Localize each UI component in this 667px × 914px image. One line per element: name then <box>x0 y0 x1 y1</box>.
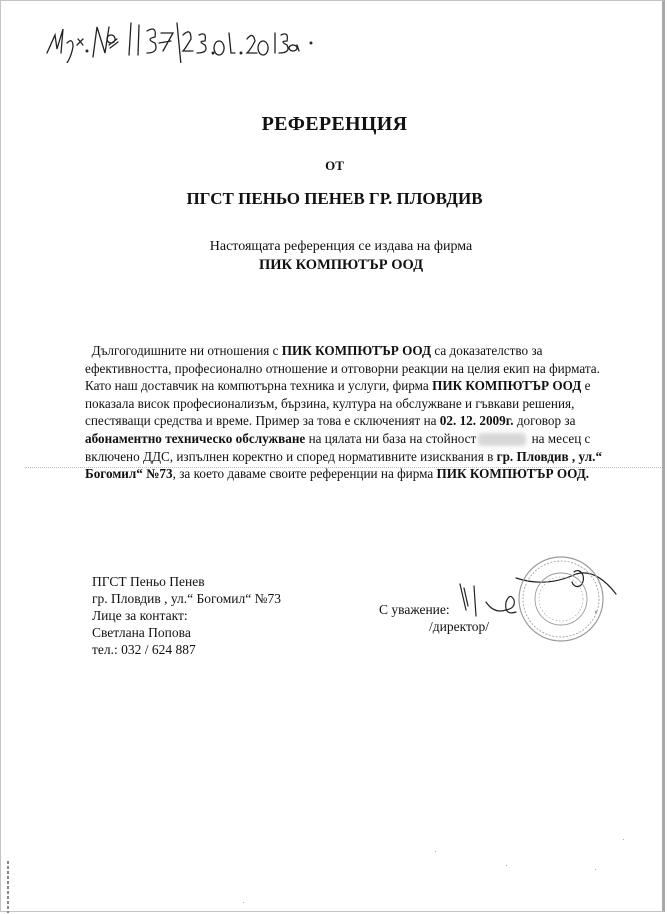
scan-speck <box>243 902 244 903</box>
company-name: ПИК КОМПЮТЪР ООД <box>432 378 582 394</box>
contact-label: Лице за контакт: <box>92 608 188 623</box>
document-title: РЕФЕРЕНЦИЯ <box>261 113 408 135</box>
scan-speck <box>435 851 436 852</box>
contact-org: ПГСТ Пеньо Пенев <box>92 574 205 589</box>
scan-edge-marks <box>7 861 9 913</box>
contact-address: гр. Пловдив , ул.“ Богомил“ №73 <box>92 591 281 606</box>
body-line-7 <box>85 448 625 466</box>
address-street: Богомил“ №73 <box>85 466 173 482</box>
body-line-3 <box>85 377 625 395</box>
body-line-1 <box>85 342 625 360</box>
scan-speck <box>506 865 507 866</box>
service-type: абонаментно техническо обслужване <box>85 430 306 446</box>
closing-regards: С уважение: <box>379 602 450 617</box>
body-line-2: ефективността, професионално отношение и отговорни реакции на целия екип на фирмата. <box>85 360 600 376</box>
text: на цялата ни база на стойност <box>305 430 477 446</box>
body-line-5 <box>85 412 625 430</box>
signatory-role: /директор/ <box>429 619 489 634</box>
reference-body <box>85 342 625 483</box>
text: Като наш доставчик на компютърна техника и услуги, фирма <box>85 378 433 394</box>
text: , за което даваме своите референции на фирма <box>172 466 437 482</box>
issuer-name: ПГСТ ПЕНЬО ПЕНЕВ ГР. ПЛОВДИВ <box>186 189 483 208</box>
scan-speck <box>595 869 596 870</box>
intro-line: Настоящата референция се издава на фирма <box>209 239 473 254</box>
contract-date: 02. 12. 2009г. <box>439 413 514 429</box>
scan-speck <box>623 839 624 840</box>
from-label: ОТ <box>325 158 344 173</box>
text: на месец с <box>528 430 591 446</box>
redacted-amount <box>478 433 526 446</box>
body-line-6 <box>85 430 625 448</box>
scan-artifact-line <box>25 467 661 468</box>
official-stamp-icon <box>516 554 606 644</box>
handwritten-registry-number <box>43 13 343 63</box>
address-city: гр. Пловдив , ул.“ <box>496 448 603 464</box>
text: включено ДДС, изпълнен коректно и според нормативните изисквания в <box>85 448 497 464</box>
text: договор за <box>513 413 576 429</box>
body-line-4: показала висок професионализъм, бързина, култура на обслужване и гъвкави решения, <box>85 395 575 411</box>
text: са доказателство за <box>431 343 543 358</box>
company-name: ПИК КОМПЮТЪР ООД. <box>436 466 590 482</box>
contact-block <box>92 573 281 658</box>
contact-name: Светлана Попова <box>92 625 191 640</box>
text: спестяващи средства и време. Пример за това е сключеният на <box>85 413 440 429</box>
recipient-name: ПИК КОМПЮТЪР ООД <box>258 257 424 273</box>
text: Дългогодишните ни отношения с <box>91 343 282 358</box>
company-name: ПИК КОМПЮТЪР ООД <box>281 343 432 358</box>
contact-phone: тел.: 032 / 624 887 <box>92 642 196 657</box>
text: е <box>581 378 591 394</box>
